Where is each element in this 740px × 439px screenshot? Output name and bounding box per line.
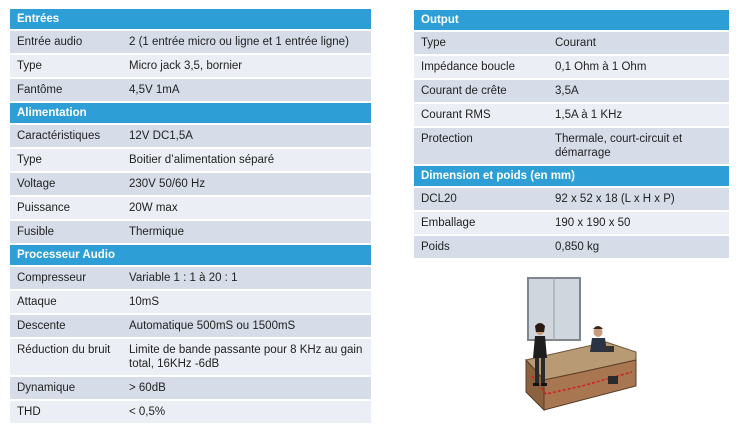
spec-value: 3,5A bbox=[548, 79, 729, 103]
spec-value: Limite de bande passante pour 8 KHz au gain total, 16KHz -6dB bbox=[122, 338, 371, 376]
spec-value: Boitier d’alimentation séparé bbox=[122, 148, 371, 172]
spec-label: Courant RMS bbox=[414, 103, 548, 127]
spec-label: Fusible bbox=[10, 220, 122, 244]
spec-row bbox=[414, 127, 729, 165]
spec-value: Thermique bbox=[122, 220, 371, 244]
spec-value: 190 x 190 x 50 bbox=[548, 211, 729, 235]
spec-value: 1,5A à 1 KHz bbox=[548, 103, 729, 127]
spec-row bbox=[10, 172, 371, 196]
spec-value: 4,5V 1mA bbox=[122, 78, 371, 102]
spec-label: Type bbox=[10, 148, 122, 172]
seated-receptionist bbox=[590, 326, 614, 352]
loop-amplifier-box bbox=[608, 376, 618, 384]
spec-value: > 60dB bbox=[122, 376, 371, 400]
spec-label: Type bbox=[10, 54, 122, 78]
spec-row bbox=[414, 31, 729, 55]
spec-row bbox=[10, 78, 371, 102]
spec-row bbox=[10, 400, 371, 424]
section-header-processeur-audio: Processeur Audio bbox=[10, 244, 371, 266]
spec-row bbox=[10, 376, 371, 400]
spec-value: Courant bbox=[548, 31, 729, 55]
spec-row bbox=[414, 187, 729, 211]
left-spec-table bbox=[10, 9, 371, 425]
spec-row bbox=[10, 314, 371, 338]
section-header-output: Output bbox=[414, 10, 729, 31]
spec-label: Impédance boucle bbox=[414, 55, 548, 79]
spec-row bbox=[10, 30, 371, 54]
spec-row bbox=[414, 211, 729, 235]
spec-row bbox=[10, 338, 371, 376]
spec-label: Attaque bbox=[10, 290, 122, 314]
spec-row bbox=[10, 290, 371, 314]
spec-label: Courant de crête bbox=[414, 79, 548, 103]
spec-row bbox=[414, 103, 729, 127]
section-header-alimentation: Alimentation bbox=[10, 102, 371, 124]
spec-value: 92 x 52 x 18 (L x H x P) bbox=[548, 187, 729, 211]
section-header-dimension-poids: Dimension et poids (en mm) bbox=[414, 165, 729, 187]
spec-label: Fantôme bbox=[10, 78, 122, 102]
spec-value: Automatique 500mS ou 1500mS bbox=[122, 314, 371, 338]
spec-row bbox=[10, 124, 371, 148]
spec-value: 10mS bbox=[122, 290, 371, 314]
spec-label: Dynamique bbox=[10, 376, 122, 400]
spec-value: < 0,5% bbox=[122, 400, 371, 424]
spec-value: 230V 50/60 Hz bbox=[122, 172, 371, 196]
spec-label: Emballage bbox=[414, 211, 548, 235]
spec-label: Protection bbox=[414, 127, 548, 165]
spec-label: Entrée audio bbox=[10, 30, 122, 54]
spec-value: 12V DC1,5A bbox=[122, 124, 371, 148]
spec-row bbox=[10, 196, 371, 220]
spec-row bbox=[414, 79, 729, 103]
spec-value: 0,850 kg bbox=[548, 235, 729, 259]
spec-label: Voltage bbox=[10, 172, 122, 196]
reception-desk-illustration bbox=[486, 268, 692, 430]
spec-row bbox=[10, 266, 371, 290]
spec-value: Micro jack 3,5, bornier bbox=[122, 54, 371, 78]
spec-row bbox=[10, 148, 371, 172]
spec-label: Poids bbox=[414, 235, 548, 259]
spec-label: DCL20 bbox=[414, 187, 548, 211]
reception-desk-drawing bbox=[486, 268, 692, 430]
spec-row bbox=[10, 220, 371, 244]
spec-label: Caractéristiques bbox=[10, 124, 122, 148]
spec-value: Thermale, court-circuit et démarrage bbox=[548, 127, 729, 165]
spec-value: 20W max bbox=[122, 196, 371, 220]
spec-label: Compresseur bbox=[10, 266, 122, 290]
spec-label: Descente bbox=[10, 314, 122, 338]
spec-value: Variable 1 : 1 à 20 : 1 bbox=[122, 266, 371, 290]
spec-label: Puissance bbox=[10, 196, 122, 220]
spec-row bbox=[414, 55, 729, 79]
section-header-entrees: Entrées bbox=[10, 9, 371, 30]
spec-label: Type bbox=[414, 31, 548, 55]
spec-value: 0,1 Ohm à 1 Ohm bbox=[548, 55, 729, 79]
spec-row bbox=[10, 54, 371, 78]
right-spec-table bbox=[414, 10, 729, 260]
spec-label: Réduction du bruit bbox=[10, 338, 122, 376]
spec-label: THD bbox=[10, 400, 122, 424]
spec-row bbox=[414, 235, 729, 259]
spec-value: 2 (1 entrée micro ou ligne et 1 entrée ligne) bbox=[122, 30, 371, 54]
